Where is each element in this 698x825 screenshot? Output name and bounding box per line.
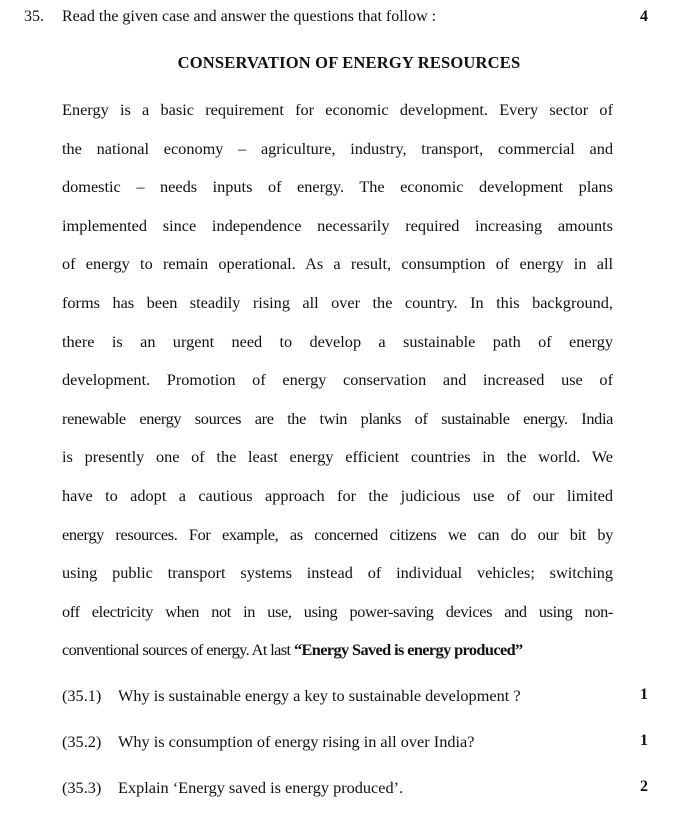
sub-question-marks: 1 bbox=[640, 686, 648, 703]
passage-last-line-text: conventional sources of energy. At last bbox=[62, 640, 291, 660]
passage-line: there is an urgent need to develop a sustainable path of energy bbox=[62, 331, 613, 351]
sub-question-text: Why is sustainable energy a key to sustainable development ? bbox=[118, 686, 521, 705]
case-passage bbox=[62, 99, 613, 678]
sub-question-text: Why is consumption of energy rising in all over India? bbox=[118, 732, 475, 751]
passage-quote: “Energy Saved is energy produced” bbox=[293, 640, 523, 660]
passage-line: energy resources. For example, as concerned citizens we can do our bit by bbox=[62, 524, 613, 544]
sub-question-text: Explain ‘Energy saved is energy produced’. bbox=[118, 778, 404, 797]
passage-line: development. Promotion of energy conservation and increased use of bbox=[62, 370, 613, 390]
question-number: 35. bbox=[24, 8, 44, 25]
passage-line: using public transport systems instead of individual vehicles; switching bbox=[62, 563, 613, 583]
sub-question-marks: 1 bbox=[640, 732, 648, 749]
question-prompt: Read the given case and answer the questions that follow : bbox=[62, 8, 437, 25]
passage-line: off electricity when not in use, using power-saving devices and using non- bbox=[62, 601, 613, 621]
passage-line: have to adopt a cautious approach for the judicious use of our limited bbox=[62, 485, 613, 505]
passage-line: of energy to remain operational. As a result, consumption of energy in all bbox=[62, 254, 613, 274]
passage-line: implemented since independence necessarily required increasing amounts bbox=[62, 215, 613, 235]
passage-line: is presently one of the least energy efficient countries in the world. We bbox=[62, 447, 613, 467]
sub-question-label: (35.2) bbox=[62, 732, 102, 751]
sub-question-1 bbox=[62, 686, 521, 706]
passage-line: the national economy – agriculture, industry, transport, commercial and bbox=[62, 138, 613, 158]
question-marks: 4 bbox=[640, 8, 648, 25]
passage-line: renewable energy sources are the twin planks of sustainable energy. India bbox=[62, 408, 613, 428]
passage-line: Energy is a basic requirement for economic development. Every sector of bbox=[62, 100, 613, 119]
sub-question-label: (35.3) bbox=[62, 778, 102, 797]
sub-question-marks: 2 bbox=[640, 778, 648, 795]
passage-line: domestic – needs inputs of energy. The economic development plans bbox=[62, 177, 613, 197]
sub-question-label: (35.1) bbox=[62, 686, 102, 705]
sub-question-3 bbox=[62, 778, 403, 798]
case-title: CONSERVATION OF ENERGY RESOURCES bbox=[177, 53, 521, 72]
passage-last-line bbox=[62, 639, 613, 678]
passage-line: forms has been steadily rising all over the country. In this background, bbox=[62, 292, 613, 312]
sub-question-2 bbox=[62, 732, 474, 752]
